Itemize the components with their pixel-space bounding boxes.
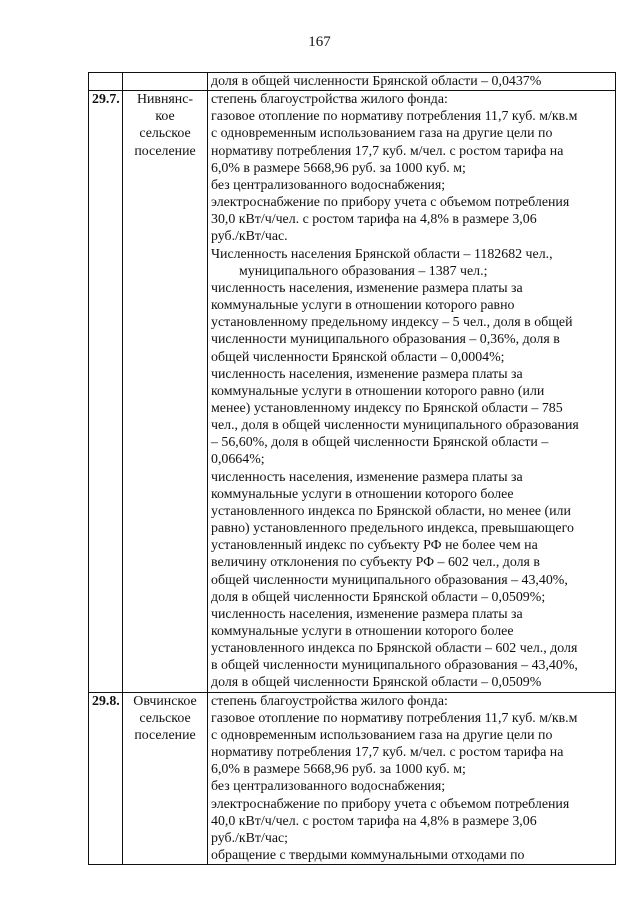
description-line: электроснабжение по прибору учета с объемом потребления xyxy=(211,195,570,211)
description-line: без централизованного водоснабжения; xyxy=(211,177,446,193)
row-number: 29.8. xyxy=(89,692,123,865)
description-line: степень благоустройства жилого фонда: xyxy=(211,693,448,709)
row-description xyxy=(208,91,616,692)
description-line: коммунальные услуги в отношении которого более xyxy=(211,624,514,639)
table-row xyxy=(89,91,616,692)
description-line: численность населения, изменение размера платы за xyxy=(211,366,523,382)
description-line: обращение с твердыми коммунальными отходами по xyxy=(211,848,525,864)
description-line: нормативу потребления 17,7 куб. м/чел. с ростом тарифа на xyxy=(211,143,564,159)
description-line: численность населения, изменение размера платы за xyxy=(211,606,523,622)
settlement-name-line: Овчинское xyxy=(133,693,197,709)
settlement-name xyxy=(123,91,208,692)
description-line: доля в общей численности Брянской области – 0,0509% xyxy=(211,675,542,691)
description-line: руб./кВт/час; xyxy=(211,830,289,846)
description-line: численность населения, изменение размера платы за xyxy=(211,280,523,296)
description-line: 6,0% в размере 5668,96 руб. за 1000 куб. м; xyxy=(211,160,466,176)
row-number xyxy=(89,73,123,91)
description-line: газовое отопление по нормативу потребления 11,7 куб. м/кв.м xyxy=(211,710,578,726)
description-line: коммунальные услуги в отношении которого равно xyxy=(211,298,515,314)
description-line: 30,0 кВт/ч/чел. с ростом тарифа на 4,8% в размере 3,06 xyxy=(211,212,537,228)
description-line: с одновременным использованием газа на другие цели по xyxy=(211,126,553,142)
settlement-name xyxy=(123,73,208,91)
settlement-name-line: Нивнянс- xyxy=(136,92,194,108)
description-line: общей численности Брянской области – 0,0004%; xyxy=(211,349,505,365)
description-line: установленному предельному индексу – 5 чел., доля в общей xyxy=(211,315,573,331)
description-line: муниципального образования – 1387 чел.; xyxy=(239,263,488,279)
description-line: 0,0664%; xyxy=(211,452,265,468)
description-line: численности муниципального образования – 0,36%, доля в xyxy=(211,332,560,348)
description-line: чел., доля в общей численности муниципального образования xyxy=(211,418,579,434)
description-line: численность населения, изменение размера платы за xyxy=(211,469,523,485)
description-line: нормативу потребления 17,7 куб. м/чел. с ростом тарифа на xyxy=(211,745,564,761)
table-body xyxy=(89,73,616,865)
description-line: с одновременным использованием газа на другие цели по xyxy=(211,727,553,743)
description-line: газовое отопление по нормативу потребления 11,7 куб. м/кв.м xyxy=(211,109,578,125)
row-description xyxy=(208,692,616,865)
row-description xyxy=(208,73,616,91)
settlement-name xyxy=(123,692,208,865)
description-line: коммунальные услуги в отношении которого более xyxy=(211,486,514,502)
description-line: установленный индекс по субъекту РФ не более чем на xyxy=(211,538,538,554)
settlement-name-line: кое xyxy=(155,109,175,125)
tariff-table xyxy=(88,72,616,865)
description-line: общей численности муниципального образования – 43,40%, xyxy=(211,572,568,588)
description-line: степень благоустройства жилого фонда: xyxy=(211,92,448,108)
description-line: установленного индекса по Брянской области, но менее (или xyxy=(211,503,571,519)
description-line: в общей численности муниципального образования – 43,40%, xyxy=(211,658,578,674)
description-line: доля в общей численности Брянской области – 0,0509%; xyxy=(211,589,546,605)
description-line: величину отклонения по субъекту РФ – 602 чел., доля в xyxy=(211,555,540,571)
description-line: коммунальные услуги в отношении которого равно (или xyxy=(211,383,545,399)
description-line: доля в общей численности Брянской области – 0,0437% xyxy=(211,74,542,89)
table-row xyxy=(89,73,616,91)
description-line: 6,0% в размере 5668,96 руб. за 1000 куб. м; xyxy=(211,762,466,778)
settlement-name-line: сельское xyxy=(139,710,191,726)
row-number: 29.7. xyxy=(89,91,123,692)
description-line: менее) установленному индексу по Брянской области – 785 xyxy=(211,400,563,416)
description-line: без централизованного водоснабжения; xyxy=(211,779,446,795)
settlement-name-line: поселение xyxy=(134,143,196,159)
description-line: Численность населения Брянской области – 1182682 чел., xyxy=(211,246,553,262)
settlement-name-line: поселение xyxy=(134,727,196,743)
description-line: руб./кВт/час. xyxy=(211,229,288,245)
description-line: установленного индекса по Брянской области – 602 чел., доля xyxy=(211,641,578,657)
description-line: равно) установленного предельного индекса, превышающего xyxy=(211,521,574,537)
page-number: 167 xyxy=(308,34,331,50)
settlement-name-line: сельское xyxy=(139,126,191,142)
description-line: – 56,60%, доля в общей численности Брянской области – xyxy=(211,435,549,451)
table-row xyxy=(89,692,616,865)
description-line: 40,0 кВт/ч/чел. с ростом тарифа на 4,8% в размере 3,06 xyxy=(211,813,537,829)
description-line: электроснабжение по прибору учета с объемом потребления xyxy=(211,796,570,812)
